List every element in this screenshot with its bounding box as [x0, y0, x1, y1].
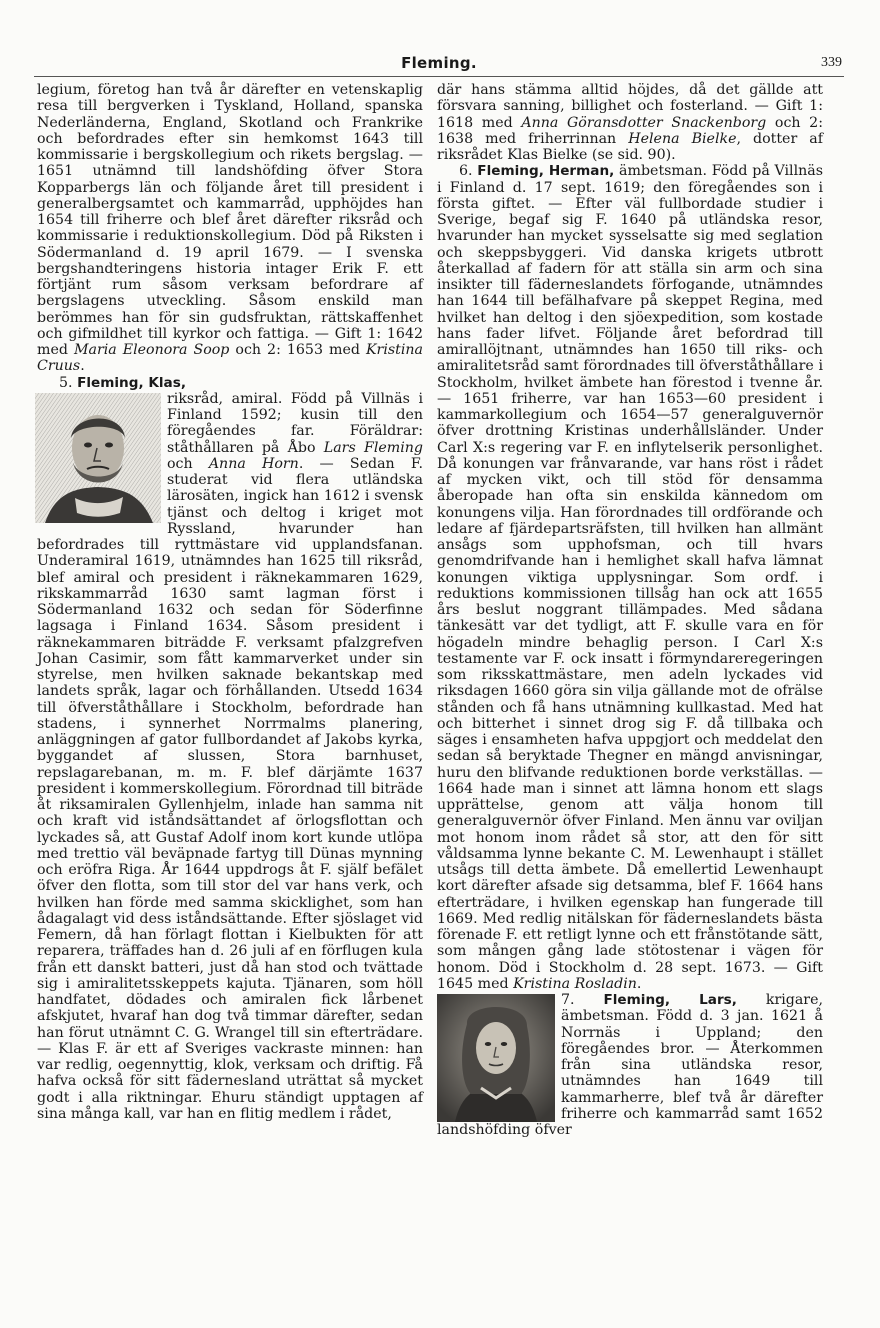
page-number: 339 — [821, 55, 842, 70]
entry-lars-fleming — [437, 992, 823, 1138]
entry-text: och 2: 1638 med friherrinnan — [437, 114, 823, 147]
entry-number: 7. — [561, 992, 575, 1008]
entry-text: . — [636, 975, 642, 992]
entry-herman-fleming — [437, 163, 823, 992]
entry-erik-continuation — [37, 82, 423, 375]
spouse-name: Kristina Rosladin — [513, 975, 637, 992]
right-column — [437, 82, 823, 1138]
entry-text: . — Sedan F. studerat vid flera utländska lärosäten, ingick han 1612 i svensk tjänst och deltog i kriget mot Ryssland, hvarunder han befordrades till ryttmästare vid upplandsfanan. Underamiral 1619, utnämndes han 1625 till riksråd, blef amiral och president i räknekammaren 1629, rikskammarråd 1630 samt lagman först i Södermanland 1632 och sedan för Söderfinne lagsaga i Finland 1634. Såsom president i räknekammaren biträdde F. verksamt pfalzgrefven Johan Casimir, som fått kammarverket under sin styrelse, men hvilken saknade bekantskap med landets språk, lagar och förhållanden. Utsedd 1634 till öfverståthållare i Stockholm, befordrade han stadens, i synnerhet Norrmalms planering, anläggningen af gator fullbordandet af Jakobs kyrka, byggandet af slussen, Stora barnhuset, repslagarebanan, m. m. F. blef därjämte 1637 president i kommerskollegium. Förordnad till biträde åt riksamiralen Gyllenhjelm, inlade han samma nit och kraft vid iståndsättandet af örlogsflottan och lyckades så, att Gustaf Adolf inom kort kunde utlöpa med trettio väl beväpnade fartyg till Dünas mynning och eröfra Riga. År 1644 uppdrogs åt F. själf befälet öfver den flotta, som till stor del var hans verk, och hvilken han förde med samma skicklighet, som han ådagalagt vid dess iståndsättande. Efter sjöslaget vid Femern, då han förlagt flottan i Kielbukten för att reparera, träffades han d. 26 juli af en förflugen kula från ett danskt batteri, just då han stod och tvättade sig i amiralitetsskeppets kajuta. Tjänaren, som höll handfatet, dödades och amiralen fick lårbenet afskjutet, hvaraf han dog två timmar därefter, sedan han förut utnämnt C. G. Wrangel till sin efterträdare. — Klas F. är ett af Sveriges vackraste minnen: han var redlig, oegennyttig, klok, verksam och driftig. Få hafva också för sitt fädernesland uträttat så mycket godt i alla riktningar. Ehuru ständigt upptagen af sina många kall, var han en flitig medlem i rådet, — [37, 455, 423, 1122]
entry-text: och 2: 1653 med — [229, 342, 366, 358]
spouse-name: Helena Bielke — [628, 130, 737, 147]
entry-number: 5. — [59, 374, 73, 391]
portrait-engraving-klas-fleming-icon — [35, 393, 161, 523]
entry-text: legium, företog han två år därefter en vetenskaplig resa till bergverken i Tyskland, Holland, spanska Nederländerna, England, Skotland och Frankrike och befordrades efter sin hemkomst 1643 till kommissarie i bergskollegium och rikets bergslag. — 1651 utnämnd till landshöfding öfver Stora Kopparbergs län och följande året till president i generalbergsamtet och kammarråd, upphöjdes han 1654 till friherre och blef året därefter riksråd och kommissarie i reduktionskollegium. Död på Riksten i Södermanland d. 19 april 1679. — I svenska bergshandteringens historia intager Erik F. ett förtjänt rum såsom verksam befordrare af bergslagens utveckling. Såsom enskild man berömmes han för sin gudsfruktan, rättskaffenhet och gifmildhet till kyrkor och fattiga. — Gift 1: 1642 med — [37, 82, 423, 358]
entry-text: , dotter af riksrådet Klas Bielke (se sid. 90). — [437, 130, 823, 163]
entry-klas-fleming-continuation — [437, 82, 823, 163]
entry-name: Fleming, Klas, — [77, 374, 186, 391]
left-column — [37, 82, 423, 1122]
entry-number: 6. — [459, 163, 473, 180]
running-title: Fleming. — [401, 54, 477, 72]
entry-text: riksråd, amiral. Född på Villnäs i Finland 1592; kusin till den föregåendes far. Föräldrar: ståthållaren på Åbo — [167, 390, 423, 456]
entry-text: och — [167, 455, 209, 472]
entry-klas-fleming-head — [37, 375, 423, 391]
mother-name: Anna Horn — [208, 455, 299, 472]
father-name: Lars Fleming — [323, 439, 423, 456]
entry-klas-fleming — [37, 391, 423, 1122]
spouse-name: Anna Göransdotter Snackenborg — [521, 114, 767, 131]
entry-text: där hans stämma alltid höjdes, då det gällde att försvara sanning, billighet och fosterland. — Gift 1: 1618 med — [437, 82, 823, 131]
spouse-name: Maria Eleonora Soop — [73, 342, 230, 358]
entry-text: ämbetsman. Född på Villnäs i Finland d. 17 sept. 1619; den föregåendes son i första giftet. — Efter väl fullbordade studier i Sverige, begaf sig F. 1640 på utländska resor, hvarunder han mycket sysselsatte sig med seglation och skeppsbyggeri. Vid danska krigets utbrott återkallad af fadern för att ställa sin arm och sina insikter till fäderneslandets förfogande, utnämndes han 1644 till befälhafvare på skeppet Regina, med hvilket han deltog i den sjöexpedition, som kostade hans fader lifvet. Följande året befordrad till amirallöjtnant, utnämndes han 1650 till riks- och amiralitetsråd samt förordnades till öfverståthållare i Stockholm, hvilket ämbete han förestod i tvenne år. — 1651 friherre, var han 1653—60 president i kammarkollegium och 1654—57 generalguvernör öfver drottning Kristinas underhållsländer. Under Carl X:s regering var F. en inflytelserik personlighet. Då konungen var frånvarande, var hans röst i rådet af mycken vikt, och till stöd för densamma åberopade han ofta sin enskilda kännedom om konungens vilja. Han förordnades till ordförande och ledare af fjärdepartsräfsten, till hvilken han allmänt ansågs som upphofsman, och till hvars genomdrifvande han i hemlighet skall hafva lämnat konungen viktiga upplysningar. Som ordf. i reduktions kommissionen tillsåg han ock att 1655 års beslut noggrant tillämpades. Med sådana tänkesätt var det tydligt, att F. skulle vara en för högadeln mindre behaglig person. I Carl X:s testamente var F. ock insatt i förmyndareregeringen som riksskattmästare, men adeln lyckades vid riksdagen 1660 göra sin vilja gällande mot de ofrälse stånden och få hans utnämning kullkastad. Med hat och bitterhet i sinnet drog sig F. då tillbaka och säges i ensamheten hafva uppgjort och meddelat den sedan så beryktade Thegner en mängd anvisningar, huru den blifvande reduktionen borde verkställas. — 1664 hade man i sinnet att lämna honom ett slags upprättelse, genom att välja honom till generalguvernör öfver Finland. Men ännu var oviljan mot honom inom rådet så stor, att den för sitt våldsamma lynne bekante C. M. Lewenhaupt i stället utsågs till detta ämbete. Då emellertid Lewenhaupt kort därefter afsade sig detsamma, blef F. 1664 hans efterträdare, i hvilken egenskap han fungerade till 1669. Med redlig nitälskan för fäderneslandets bästa förenade F. ett retligt lynne och ett frånstötande sätt, som mången gång lade stötostenar i vägen för honom. Död i Stockholm d. 28 sept. 1673. — Gift 1645 med — [437, 163, 823, 992]
page-header — [34, 52, 844, 77]
entry-text: krigare, ämbetsman. Född d. 3 jan. 1621 å Norrnäs i Uppland; den föregåendes bror. — Återkommen från sina utländska resor, utnämndes han 1649 till kammarherre, blef två år därefter friherre och kammarråd samt 1652 landshöfding öfver — [437, 992, 823, 1138]
entry-text: . — [80, 358, 85, 375]
spouse-name: Kristina Cruus — [37, 342, 423, 375]
entry-name: Fleming, Lars, — [603, 992, 737, 1008]
entry-name: Fleming, Herman, — [477, 163, 615, 180]
portrait-engraving-lars-fleming-icon — [437, 994, 555, 1122]
